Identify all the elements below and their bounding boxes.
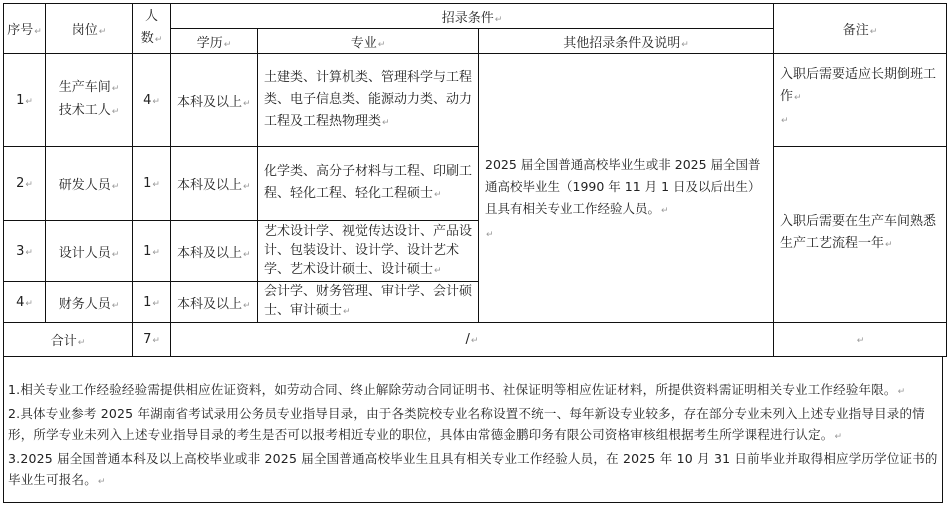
cell-education: 本科及以上↵ — [171, 147, 258, 221]
header-row-1 — [4, 4, 947, 29]
cell-major: 艺术设计学、视觉传达设计、产品设计、包装设计、设计学、设计艺术学、艺术设计硕士、设计硕士↵ — [258, 221, 479, 282]
header-education: 学历↵ — [171, 29, 258, 54]
total-count: 7↵ — [133, 323, 171, 357]
cell-remark-shared: 入职后需要在生产车间熟悉生产工艺流程一年↵ — [774, 147, 947, 323]
table-row — [4, 54, 947, 147]
cell-position: 生产车间↵ 技术工人↵ — [46, 54, 133, 147]
cell-seq: 3↵ — [4, 221, 46, 282]
total-row — [4, 323, 947, 357]
total-conditions: /↵ — [171, 323, 774, 357]
other-conditions-text: 2025 届全国普通高校毕业生或非 2025 届全国普通高校毕业生（1990 年 11 月 1 日及以后出生）且具有相关专业工作经验人员。 — [485, 157, 761, 216]
note-item: 3.2025 届全国普通本科及以上高校毕业或非 2025 届全国普通高校毕业生且具有相关专业工作经验人员，在 2025 年 10 月 31 日前毕业并取得相应学历学位证书的毕业生可报名。↵ — [8, 451, 938, 487]
header-count: 人 数↵ — [133, 4, 171, 54]
cell-count: 1↵ — [133, 221, 171, 282]
header-conditions-group: 招录条件↵ — [171, 4, 774, 29]
cell-position: 研发人员↵ — [46, 147, 133, 221]
header-remarks: 备注↵ — [774, 4, 947, 54]
cell-major: 土建类、计算机类、管理科学与工程类、电子信息类、能源动力类、动力工程及工程热物理类↵ — [258, 54, 479, 147]
recruitment-table — [3, 3, 947, 357]
cell-education: 本科及以上↵ — [171, 221, 258, 282]
header-other-conditions: 其他招录条件及说明↵ — [479, 29, 774, 54]
cell-education: 本科及以上↵ — [171, 54, 258, 147]
cell-education: 本科及以上↵ — [171, 282, 258, 323]
note-item: 1.相关专业工作经验经验需提供相应佐证资料，如劳动合同、终止解除劳动合同证明书、社保证明等相应佐证材料，所提供资料需证明相关专业工作经验年限。↵ — [8, 382, 906, 397]
header-seq: 序号↵ — [4, 4, 46, 54]
note-item: 2.具体专业参考 2025 年湖南省考试录用公务员专业指导目录，由于各类院校专业名称设置不统一、每年新设专业较多，存在部分专业未列入上述专业指导目录的情形，所学专业未列入上述专业指导目录的考生是否可以报考相近专业的职位，具体由常德金鹏印务有限公司资格审核组根据考生所学课程进行认定。↵ — [8, 406, 925, 442]
cell-count: 4↵ — [133, 54, 171, 147]
cell-position: 财务人员↵ — [46, 282, 133, 323]
cell-seq: 2↵ — [4, 147, 46, 221]
cell-other-conditions: 2025 届全国普通高校毕业生或非 2025 届全国普通高校毕业生（1990 年 11 月 1 日及以后出生）且具有相关专业工作经验人员。↵ ↵ — [479, 54, 774, 323]
cell-remark: 入职后需要适应长期倒班工作↵ ↵ — [774, 54, 947, 147]
cell-seq: 4↵ — [4, 282, 46, 323]
header-position: 岗位↵ — [46, 4, 133, 54]
notes-section — [3, 357, 943, 503]
cell-count: 1↵ — [133, 282, 171, 323]
table-row — [4, 147, 947, 221]
cell-seq: 1↵ — [4, 54, 46, 147]
cell-major: 化学类、高分子材料与工程、印刷工程、轻化工程、轻化工程硕士↵ — [258, 147, 479, 221]
cell-count: 1↵ — [133, 147, 171, 221]
cell-major: 会计学、财务管理、审计学、会计硕士、审计硕士↵ — [258, 282, 479, 323]
cell-position: 设计人员↵ — [46, 221, 133, 282]
total-label: 合计↵ — [4, 323, 133, 357]
header-major: 专业↵ — [258, 29, 479, 54]
total-remark: ↵ — [774, 323, 947, 357]
recruitment-document — [3, 3, 946, 503]
